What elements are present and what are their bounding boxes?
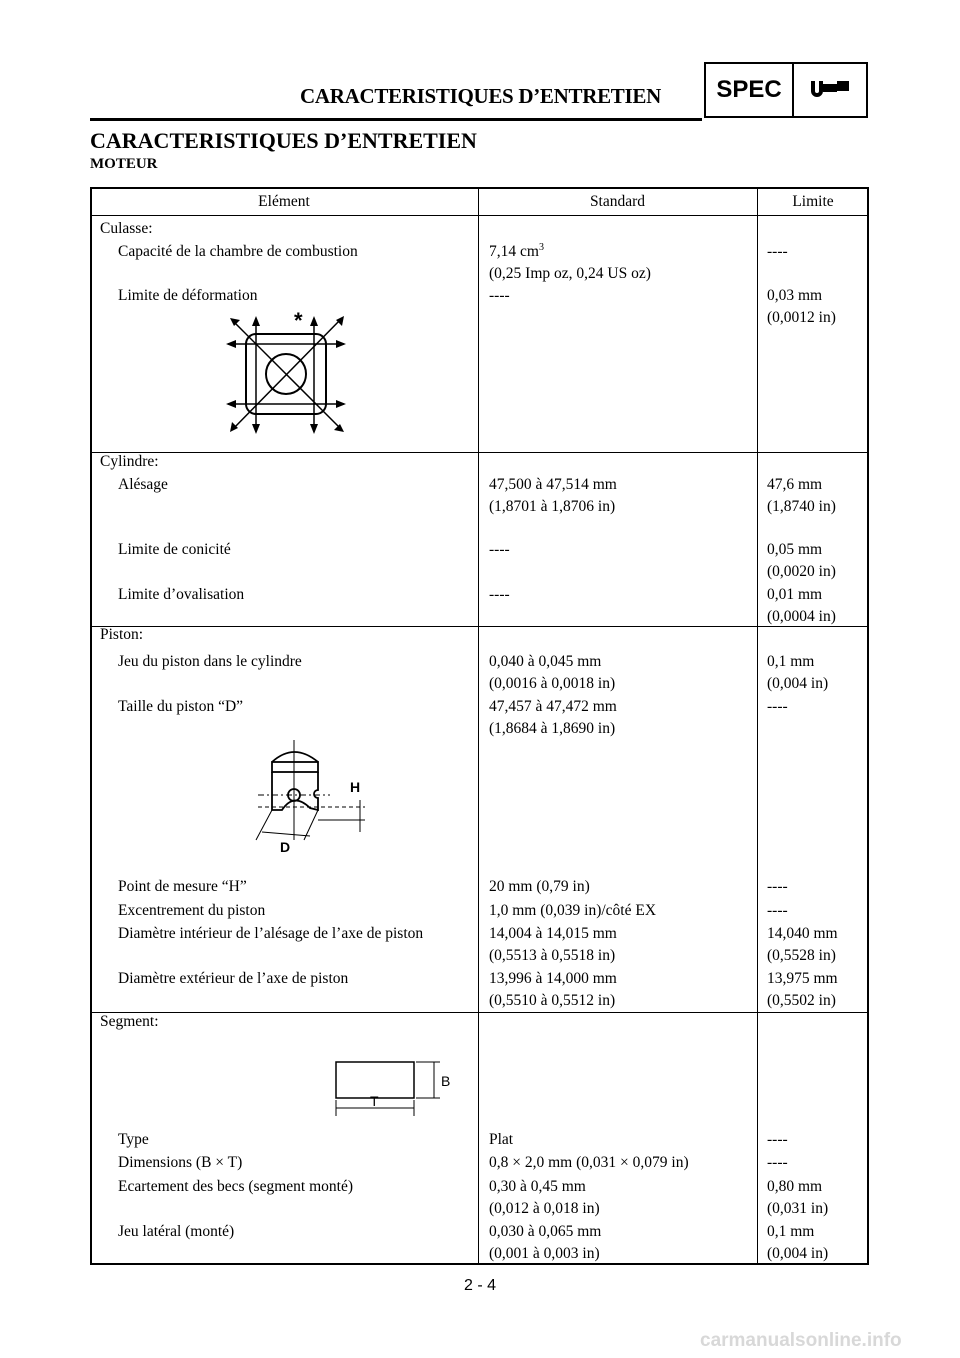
item-label: Limite de déformation — [118, 287, 258, 304]
section-label: Piston: — [100, 626, 144, 643]
standard-value-text: 7,14 cm — [489, 243, 539, 260]
standard-value: ---- — [489, 541, 510, 558]
item-label: Type — [118, 1131, 149, 1148]
item-label: Diamètre extérieur de l’axe de piston — [118, 970, 349, 987]
diagram-label-b: B — [441, 1073, 451, 1089]
standard-value: 1,0 mm (0,039 in)/côté EX — [489, 902, 657, 919]
limit-value: (0,004 in) — [767, 1245, 829, 1262]
standard-value: (0,0016 à 0,0018 in) — [489, 675, 616, 692]
row-divider — [90, 626, 869, 627]
piston-ring-diagram — [334, 1060, 454, 1125]
limit-value: (0,0020 in) — [767, 563, 836, 580]
item-label: Jeu du piston dans le cylindre — [118, 653, 302, 670]
standard-value: 47,457 à 47,472 mm — [489, 698, 617, 715]
cylinder-head-warpage-diagram — [222, 308, 352, 443]
limit-value: 0,03 mm — [767, 287, 823, 304]
superscript: 3 — [538, 241, 544, 253]
limit-value: (0,004 in) — [767, 675, 829, 692]
limit-value: (0,031 in) — [767, 1200, 829, 1217]
spec-badge — [704, 62, 868, 118]
standard-value: 14,004 à 14,015 mm — [489, 925, 617, 942]
column-header-element: Elément — [258, 193, 310, 210]
standard-value: (0,5513 à 0,5518 in) — [489, 947, 616, 964]
micrometer-icon — [794, 64, 866, 116]
item-label: Dimensions (B × T) — [118, 1154, 243, 1171]
limit-value: (1,8740 in) — [767, 498, 836, 515]
limit-value: 0,01 mm — [767, 586, 823, 603]
item-label: Capacité de la chambre de combustion — [118, 243, 358, 260]
limit-value: ---- — [767, 698, 788, 715]
standard-value: ---- — [489, 586, 510, 603]
limit-value: 0,1 mm — [767, 653, 815, 670]
section-label: Culasse: — [100, 220, 153, 237]
standard-value: 0,30 à 0,45 mm — [489, 1178, 586, 1195]
item-label: Jeu latéral (monté) — [118, 1223, 235, 1240]
section-label: Cylindre: — [100, 453, 159, 470]
limit-value: ---- — [767, 243, 788, 260]
page-title: CARACTERISTIQUES D’ENTRETIEN — [90, 128, 477, 153]
diagram-label-d: D — [280, 839, 291, 855]
limit-value: ---- — [767, 1154, 788, 1171]
column-header-standard: Standard — [589, 193, 646, 210]
standard-value: (0,012 à 0,018 in) — [489, 1200, 600, 1217]
row-divider — [90, 1012, 869, 1013]
diagram-label-t: T — [370, 1093, 379, 1109]
diagram-asterisk: * — [294, 308, 303, 333]
standard-value: 0,8 × 2,0 mm (0,031 × 0,079 in) — [489, 1154, 689, 1171]
column-header-limit: Limite — [792, 193, 834, 210]
standard-value: 20 mm (0,79 in) — [489, 878, 590, 895]
item-label: Ecartement des becs (segment monté) — [118, 1178, 353, 1195]
limit-value: 0,1 mm — [767, 1223, 815, 1240]
standard-value: (1,8684 à 1,8690 in) — [489, 720, 616, 737]
standard-value — [489, 241, 544, 263]
piston-measurement-diagram — [250, 740, 380, 860]
standard-value: 47,500 à 47,514 mm — [489, 476, 617, 493]
running-header: CARACTERISTIQUES D’ENTRETIEN — [300, 84, 661, 108]
item-label: Taille du piston “D” — [118, 698, 244, 715]
header-rule — [90, 118, 702, 121]
column-divider — [478, 187, 479, 1265]
row-divider — [90, 452, 869, 453]
section-subtitle: MOTEUR — [90, 156, 158, 172]
standard-value: 0,040 à 0,045 mm — [489, 653, 602, 670]
limit-value: (0,5528 in) — [767, 947, 836, 964]
column-divider — [757, 187, 758, 1265]
limit-value: 13,975 mm — [767, 970, 838, 987]
spec-table — [90, 187, 869, 1265]
standard-value: ---- — [489, 287, 510, 304]
item-label: Limite d’ovalisation — [118, 586, 245, 603]
standard-value: (0,25 Imp oz, 0,24 US oz) — [489, 265, 651, 282]
standard-value: 0,030 à 0,065 mm — [489, 1223, 602, 1240]
limit-value: ---- — [767, 878, 788, 895]
page-number: 2 - 4 — [463, 1277, 496, 1294]
standard-value: Plat — [489, 1131, 514, 1148]
watermark: carmanualsonline.info — [700, 1330, 902, 1351]
limit-value: 0,80 mm — [767, 1178, 823, 1195]
standard-value: 13,996 à 14,000 mm — [489, 970, 617, 987]
limit-value: ---- — [767, 1131, 788, 1148]
limit-value: (0,0012 in) — [767, 309, 836, 326]
item-label: Excentrement du piston — [118, 902, 266, 919]
item-label: Diamètre intérieur de l’alésage de l’axe de piston — [118, 925, 424, 942]
standard-value: (1,8701 à 1,8706 in) — [489, 498, 616, 515]
standard-value: (0,001 à 0,003 in) — [489, 1245, 600, 1262]
section-label: Segment: — [100, 1013, 159, 1030]
limit-value: 0,05 mm — [767, 541, 823, 558]
item-label: Point de mesure “H” — [118, 878, 247, 895]
spec-label: SPEC — [706, 64, 794, 116]
limit-value: ---- — [767, 902, 788, 919]
limit-value: (0,5502 in) — [767, 992, 836, 1009]
item-label: Alésage — [118, 476, 168, 493]
diagram-label-h: H — [350, 779, 361, 795]
standard-value: (0,5510 à 0,5512 in) — [489, 992, 616, 1009]
limit-value: 14,040 mm — [767, 925, 838, 942]
row-divider — [90, 215, 869, 216]
item-label: Limite de conicité — [118, 541, 231, 558]
limit-value: (0,0004 in) — [767, 608, 836, 625]
limit-value: 47,6 mm — [767, 476, 823, 493]
